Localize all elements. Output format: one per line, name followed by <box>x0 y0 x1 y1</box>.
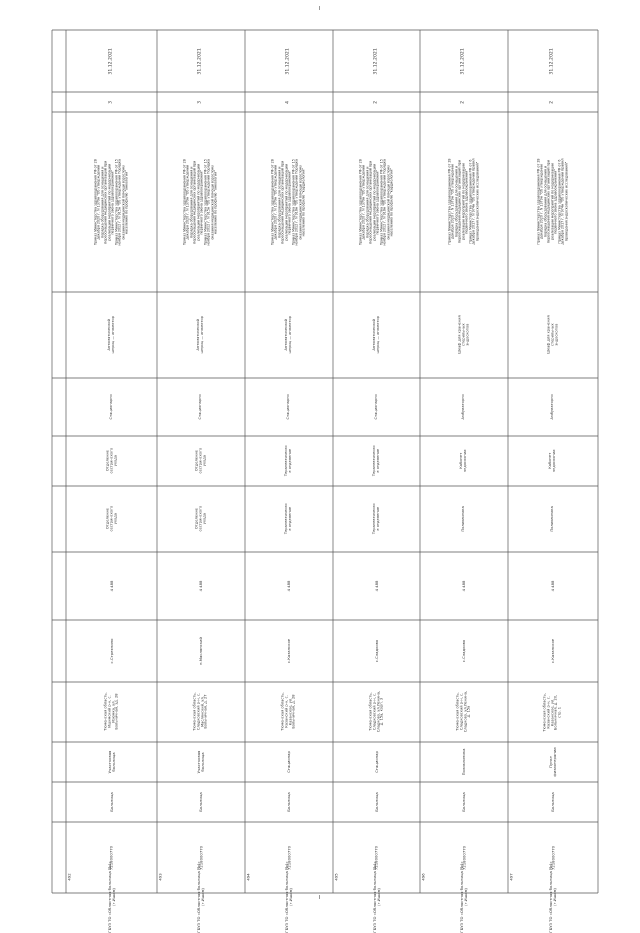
cell-dept2 <box>420 436 508 486</box>
cell-docs <box>508 112 598 292</box>
cell-text-dept2: Терапевтическо е отделение <box>371 445 380 477</box>
cell-text-inn: 7218000770 <box>461 845 467 870</box>
cell-addr <box>157 682 245 742</box>
cell-text-org: ГБУЗ ТО «Областная больница №4» (г.Ишим) <box>459 861 468 933</box>
cell-unit <box>66 742 157 782</box>
cell-text-dept1: Отделение сестринского ухода <box>104 506 117 532</box>
cell-text-addr: Тюменская область, Ишимский р-н, с. Изюмка, ул. Больничная, зд. 28 <box>102 692 119 732</box>
cell-text-dept2: Отделение сестринского ухода <box>104 448 117 474</box>
cell-type <box>245 782 333 822</box>
cell-text-type: Больница <box>373 792 379 812</box>
cell-text-docs: Приказ Министерства здравоохранения РФ от 28 декабря 2020 г. N 1379н "Об утверждении порядка оборудования для оснащения и переоснащения медицинских организаций при реализации мероприятий по модернизации первичного звена здравоохранения" Приказ Министерства здравоохранения РФ от 15 ноября 2012 г. N 915н "Об утверждении Порядка оказания медицинской помощи взрослому населению по профилю "онкология" <box>182 158 218 246</box>
cell-text-org: ГБУЗ ТО «Областная больница №4» (г.Ишим) <box>196 861 205 933</box>
cell-text-dept2: Кабинет эндоскопии <box>548 449 556 473</box>
cell-text-unit: Поликлиника <box>461 748 467 776</box>
cell-text-village: с.Сладково <box>461 639 467 663</box>
row-index-cell <box>420 862 508 892</box>
cell-date <box>508 30 598 92</box>
cell-pop <box>333 552 420 620</box>
cell-text-dept1: Поликлиника <box>550 506 555 532</box>
cell-text-org: ГБУЗ ТО «Областная больница №4» (г.Ишим) <box>284 861 293 933</box>
cell-text-qty: 2 <box>460 100 466 104</box>
cell-type <box>66 782 157 822</box>
cell-dept1 <box>157 486 245 552</box>
cell-docs <box>420 112 508 292</box>
cell-village <box>245 620 333 682</box>
cell-text-qty: 3 <box>108 100 114 104</box>
cell-addr <box>333 682 420 742</box>
cell-text-dept2: Кабинет эндоскопии <box>459 449 467 473</box>
row-index-text: 497 <box>508 873 514 881</box>
cell-text-qty: 2 <box>373 100 379 104</box>
cell-qty <box>245 92 333 112</box>
cell-text-org: ГБУЗ ТО «Областная больница №4» (г.Ишим) <box>106 861 116 933</box>
cell-pop <box>66 552 157 620</box>
cell-text-room: Стационарно <box>286 394 291 420</box>
cell-addr <box>66 682 157 742</box>
cell-text-room: Стационарно <box>198 394 203 420</box>
cell-text-dept2: Отделение сестринского ухода <box>194 448 206 474</box>
cell-village <box>508 620 598 682</box>
cell-text-qty: 4 <box>285 100 291 104</box>
cell-date <box>333 30 420 92</box>
cell-equip <box>157 292 245 378</box>
cell-text-room: Стационарно <box>108 394 113 420</box>
cell-text-docs: Приказ Министерства здравоохранения РФ от 28 декабря 2020 г. N 1379н "Об утверждении порядка оборудования для оснащения и переоснащения медицинских организаций при реализации мероприятий по модернизации первичного звена здравоохранения" Приказ Министерства здравоохранения РФ от 15 ноября 2012 г. N 915н "Об утверждении Порядка оказания медицинской помощи взрослому населению по профилю "онкология" <box>93 158 129 246</box>
cell-qty <box>157 92 245 112</box>
cell-addr <box>508 682 598 742</box>
cell-qty <box>420 92 508 112</box>
cell-unit <box>420 742 508 782</box>
cell-text-unit: Участковая больница <box>106 750 116 774</box>
cell-text-equip: Автоматический шприц — инжектор <box>106 316 115 354</box>
row-index-text: 495 <box>333 873 339 881</box>
cell-room <box>333 378 420 436</box>
cell-text-type: Больница <box>461 792 467 812</box>
cell-text-equip: Шкаф для хранения стерильных эндоскопов <box>546 315 558 355</box>
cell-equip <box>66 292 157 378</box>
cell-type <box>333 782 420 822</box>
row-index-text: 492 <box>66 873 72 881</box>
cell-equip <box>245 292 333 378</box>
cell-type <box>157 782 245 822</box>
row-index-text: 494 <box>245 873 251 881</box>
cell-dept1 <box>66 486 157 552</box>
cell-addr <box>245 682 333 742</box>
cell-date <box>245 30 333 92</box>
cell-unit <box>245 742 333 782</box>
cell-text-date: 31.12.2021 <box>108 47 114 75</box>
cell-text-qty: 2 <box>549 100 555 104</box>
cell-qty <box>508 92 598 112</box>
cell-text-pop: 4 488 <box>198 580 204 592</box>
row-index-text: 496 <box>420 873 426 881</box>
cell-village <box>333 620 420 682</box>
cell-dept1 <box>508 486 598 552</box>
cell-text-village: с.Стрехнино <box>108 638 114 664</box>
row-index-cell <box>508 862 598 892</box>
cell-text-date: 31.12.2021 <box>285 47 291 75</box>
cell-date <box>66 30 157 92</box>
cell-docs <box>245 112 333 292</box>
cell-text-docs: Приказ Министерства здравоохранения РФ от 28 декабря 2020 г. N 1379н "Об утверждении порядка оборудования для оснащения и переоснащения медицинских организаций при реализации мероприятий по модернизации первичного звена здравоохранения" Приказ Министерства здравоохранения РФ от 15 ноября 2012 г. N 918н "Об утверждении Порядка оказания медицинской помощи взрослому населению по профилю "кардиология" <box>270 158 306 246</box>
cell-docs <box>333 112 420 292</box>
cell-text-qty: 3 <box>197 100 203 104</box>
cell-text-addr: Тюменская область, Сладковский р-н, с. Сладково, ул.Ленина, д. 15а <box>455 691 471 733</box>
cell-text-dept1: Поликлиника <box>461 506 466 532</box>
cell-text-unit: Участковая больница <box>196 750 205 774</box>
cell-text-pop: 4 488 <box>373 580 379 592</box>
cell-text-village: п.Маслянский <box>198 637 204 665</box>
cell-text-type: Больница <box>286 792 292 812</box>
cell-pop <box>157 552 245 620</box>
row-index-cell <box>157 862 245 892</box>
cell-room <box>66 378 157 436</box>
cell-text-docs: Приказ Министерства здравоохранения РФ от 28 декабря 2020 г. N 1379н "Об утверждении порядка оборудования для оснащения и переоснащения медицинских организаций при реализации мероприятий по модернизации первичного звена здравоохранения" Приказ Министерства здравоохранения РФ от 15 ноября 2012 г. N 918н "Об утверждении Порядка оказания медицинской помощи взрослому населению по профилю "кардиология" <box>358 158 394 246</box>
cell-qty <box>333 92 420 112</box>
cell-text-org: ГБУЗ ТО «Областная больница №4» (г.Ишим) <box>548 861 557 933</box>
cell-text-unit: Стационар <box>286 751 292 773</box>
cell-text-date: 31.12.2021 <box>197 47 203 75</box>
cell-docs <box>157 112 245 292</box>
cell-text-pop: 4 488 <box>286 580 292 592</box>
cell-docs <box>66 112 157 292</box>
cell-text-unit: Пункт физиотерапии <box>548 747 557 777</box>
cell-equip <box>420 292 508 378</box>
cell-text-equip: Шкаф для хранения стерильных эндоскопов <box>457 315 469 355</box>
cell-text-pop: 4 488 <box>550 580 556 592</box>
cell-text-date: 31.12.2021 <box>373 47 379 75</box>
cell-dept2 <box>157 436 245 486</box>
cell-room <box>508 378 598 436</box>
row-index-text: 493 <box>157 873 163 881</box>
row-index-cell <box>66 862 157 892</box>
cell-text-equip: Автоматический шприц — инжектор <box>371 316 380 354</box>
cell-dept1 <box>333 486 420 552</box>
cell-text-addr: Тюменская область, Казанский р-н, с. Казанское, ул. Больничная, д. 20, стр. 1 <box>542 692 562 732</box>
cell-text-village: с.Сладково <box>373 639 379 663</box>
cell-unit <box>157 742 245 782</box>
cell-text-type: Больница <box>108 792 114 812</box>
cell-dept2 <box>333 436 420 486</box>
page-fold-mark <box>319 895 320 899</box>
row-index-cell <box>245 862 333 892</box>
cell-text-date: 31.12.2021 <box>460 47 466 75</box>
cell-text-dept1: Терапевтическо е отделение <box>371 503 380 535</box>
cell-dept1 <box>420 486 508 552</box>
cell-text-room: Стационарно <box>373 394 378 420</box>
cell-dept2 <box>245 436 333 486</box>
cell-text-type: Больница <box>550 792 556 812</box>
cell-equip <box>508 292 598 378</box>
cell-village <box>66 620 157 682</box>
cell-date <box>420 30 508 92</box>
cell-text-inn: 7218000770 <box>108 845 114 870</box>
cell-dept2 <box>508 436 598 486</box>
cell-pop <box>245 552 333 620</box>
cell-text-equip: Автоматический шприц — инжектор <box>196 316 204 354</box>
cell-pop <box>420 552 508 620</box>
cell-text-inn: 7218000770 <box>286 845 292 870</box>
cell-text-pop: 4 488 <box>108 580 114 592</box>
cell-room <box>245 378 333 436</box>
cell-text-dept1: Терапевтическо е отделение <box>284 503 292 535</box>
cell-text-unit: Стационар <box>373 751 379 773</box>
cell-text-village: с.Казанское <box>286 638 292 664</box>
cell-text-addr: Тюменская область, Казанский р-н, с. Казанское, ул. Больничная, д. 28 <box>280 692 296 732</box>
row-index-cell <box>333 862 420 892</box>
cell-text-pop: 4 488 <box>461 580 467 592</box>
cell-type <box>508 782 598 822</box>
cell-text-equip: Автоматический шприц — инжектор <box>284 316 292 354</box>
page-fold-mark <box>319 6 320 10</box>
cell-text-inn: 7218000770 <box>550 845 556 870</box>
cell-village <box>157 620 245 682</box>
cell-text-org: ГБУЗ ТО «Областная больница №4» (г.Ишим) <box>371 861 381 933</box>
cell-date <box>157 30 245 92</box>
cell-dept1 <box>245 486 333 552</box>
cell-text-dept2: Терапевтическо е отделение <box>284 445 292 477</box>
cell-pop <box>508 552 598 620</box>
cell-text-room: Амбулаторно <box>461 394 466 420</box>
cell-text-date: 31.12.2021 <box>549 47 555 75</box>
cell-addr <box>420 682 508 742</box>
cell-text-dept1: Отделение сестринского ухода <box>194 506 206 532</box>
cell-text-village: с.Казанское <box>550 638 556 664</box>
cell-text-type: Больница <box>198 792 204 812</box>
cell-text-docs: Приказ Министерства здравоохранения РФ от 28 декабря 2020 г. N 1379н "Об утверждении порядка оборудования для оснащения и переоснащения медицинских организаций при реализации мероприятий по модернизации первичного звена здравоохранения" Приказ Министерства здравоохранения РФ от 6 декабря 2017 г. N 974н "Об утверждении правил проведения эндоскопических исследований" <box>536 158 569 246</box>
cell-unit <box>333 742 420 782</box>
cell-text-inn: 7218000770 <box>373 845 379 870</box>
cell-text-addr: Тюменская область, Сладковский р-н, с. Маслянский, ул. Больничная, д. 27 <box>192 692 208 732</box>
cell-dept2 <box>66 436 157 486</box>
cell-room <box>157 378 245 436</box>
cell-text-addr: Тюменская область, Сладковский р-н, с. Сладково, ул.Ленина, д. 15а, корп. 3 <box>367 691 384 733</box>
cell-equip <box>333 292 420 378</box>
cell-text-room: Амбулаторно <box>550 394 555 420</box>
cell-qty <box>66 92 157 112</box>
cell-village <box>420 620 508 682</box>
cell-room <box>420 378 508 436</box>
cell-type <box>420 782 508 822</box>
cell-unit <box>508 742 598 782</box>
cell-text-inn: 7218000770 <box>198 845 204 870</box>
cell-text-docs: Приказ Министерства здравоохранения РФ от 28 декабря 2020 г. N 1379н "Об утверждении порядка оборудования для оснащения и переоснащения медицинских организаций при реализации мероприятий по модернизации первичного звена здравоохранения" Приказ Министерства здравоохранения РФ от 6 декабря 2017 г. N 974н "Об утверждении правил проведения эндоскопических исследований" <box>447 158 480 246</box>
